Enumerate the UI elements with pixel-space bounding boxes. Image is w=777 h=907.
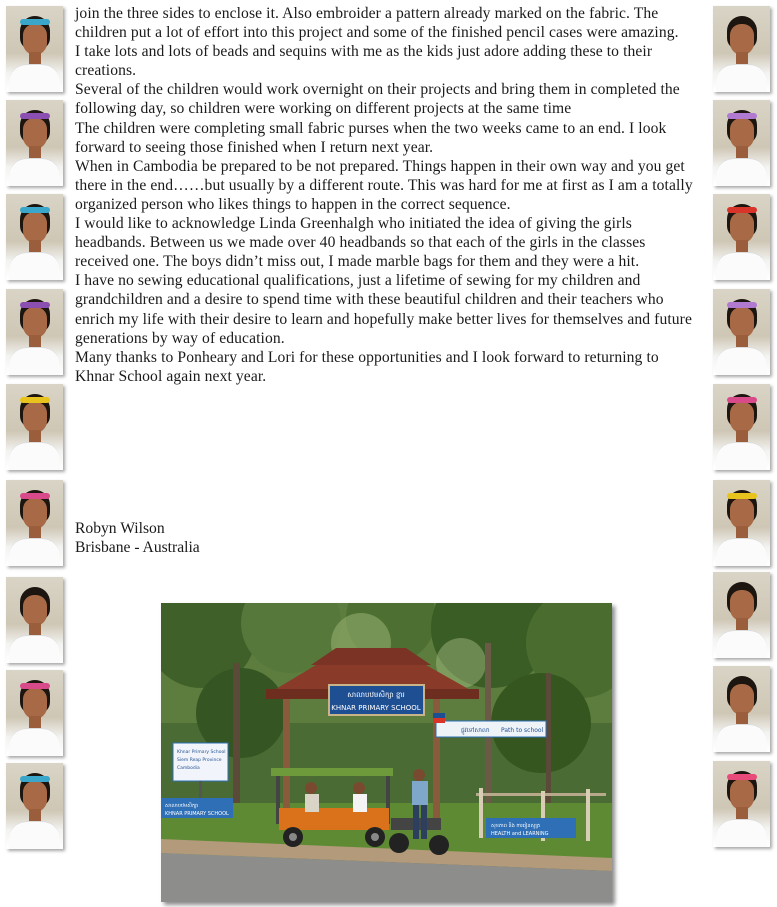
- paragraph: I take lots and lots of beads and sequins with me as the kids just adore adding these to their creations.: [75, 43, 653, 80]
- student-portrait: [713, 194, 770, 280]
- student-portrait: [6, 384, 63, 470]
- billboard-line: Cambodia: [177, 766, 200, 771]
- paragraph: I would like to acknowledge Linda Greenhalgh who initiated the idea of giving the girls headbands. Between us we made over 40 headbands so that each of the girls in the classes received one. The boys didn’t miss out, I made marble bags for them and they were a hit.: [75, 215, 646, 271]
- student-portrait: [6, 100, 63, 186]
- student-portrait: [713, 289, 770, 375]
- student-portrait: [6, 763, 63, 849]
- student-portrait: [6, 480, 63, 566]
- paragraph: I have no sewing educational qualifications, just a lifetime of sewing for my children and grandchildren and a desire to spend time with these beautiful children and their teachers who enrich my life with their desire to learn and hopefully make better lives for themselves and future generations by way of education.: [75, 272, 692, 347]
- article-body: [75, 4, 700, 386]
- student-portrait: [6, 577, 63, 663]
- paragraph: Several of the children would work overnight on their projects and bring them in completed the following day, so children were working on different projects at the same time: [75, 81, 680, 118]
- left-sign-khmer: សាលាបឋមសិក្សា: [165, 803, 199, 809]
- signature-block: [75, 519, 200, 557]
- school-sign-khmer: សាលាបឋមសិក្សា ខ្នារ: [347, 691, 405, 699]
- student-portrait: [713, 572, 770, 658]
- student-portrait: [6, 6, 63, 92]
- paragraph: The children were completing small fabric purses when the two weeks came to an end. I look forward to seeing those finished when I return next year.: [75, 119, 667, 156]
- left-sign-english: KHNAR PRIMARY SCHOOL: [165, 811, 229, 817]
- billboard-line: Siem Reap Province: [177, 758, 222, 763]
- student-portrait: [713, 6, 770, 92]
- paragraph: Many thanks to Ponheary and Lori for these opportunities and I look forward to returning to Khnar School again next year.: [75, 348, 659, 385]
- bottom-sign-english: HEALTH and LEARNING: [491, 831, 549, 837]
- student-portrait: [713, 100, 770, 186]
- banner-khmer: ផ្លូវទៅសាលា: [461, 727, 490, 734]
- student-portrait: [713, 761, 770, 847]
- student-portrait: [6, 289, 63, 375]
- bottom-sign-khmer: សុខភាព និង ការរៀនសូត្រ: [491, 823, 541, 829]
- signature-name: Robyn Wilson: [75, 520, 165, 537]
- student-portrait: [6, 670, 63, 756]
- school-photo-scene: [161, 603, 612, 902]
- student-portrait: [713, 666, 770, 752]
- signature-location: Brisbane - Australia: [75, 539, 200, 557]
- banner-english: Path to school: [501, 727, 544, 734]
- school-photo: [161, 603, 612, 902]
- paragraph: join the three sides to enclose it. Also embroider a pattern already marked on the fabric. The children put a lot of effort into this project and some of the finished pencil cases were amazing.: [75, 5, 679, 42]
- student-portrait: [713, 384, 770, 470]
- student-portrait: [6, 194, 63, 280]
- student-portrait: [713, 480, 770, 566]
- billboard-line: Khnar Primary School: [177, 750, 226, 755]
- school-sign-english: KHNAR PRIMARY SCHOOL: [331, 704, 421, 712]
- paragraph: When in Cambodia be prepared to be not prepared. Things happen in their own way and you get there in the end……but usually by a different route. This was hard for me at first as I am a totally organized person who likes things to happen in the correct sequence.: [75, 157, 693, 213]
